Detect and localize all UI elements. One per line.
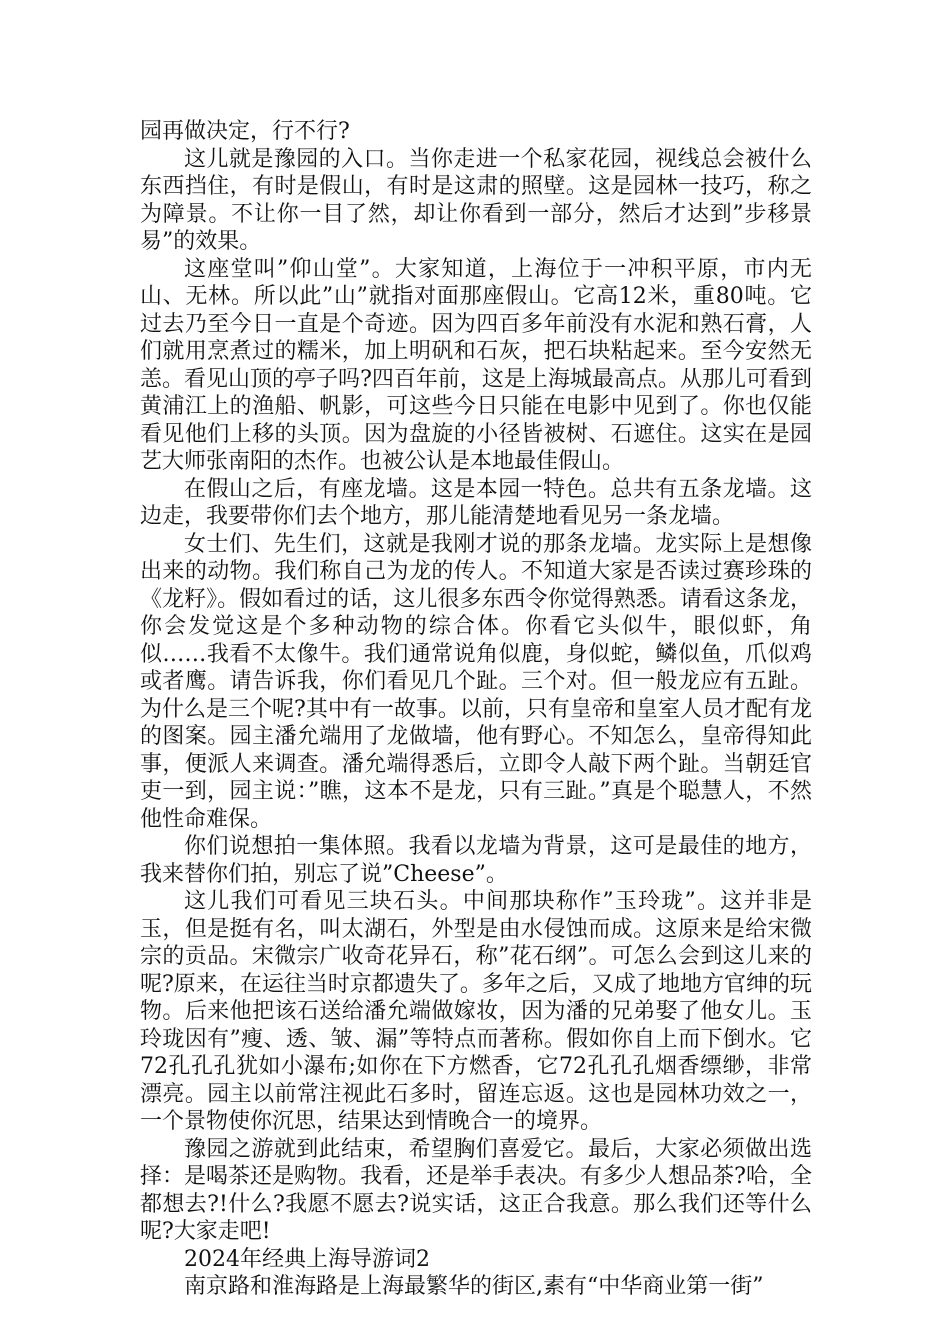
document-body <box>140 118 812 1301</box>
paragraph-jade-rock: 这儿我们可看见三块石头。中间那块称作”玉玲珑”。这并非是玉，但是挺有名，叫太湖石，外型是由水侵蚀而成。这原来是给宋微宗的贡品。宋微宗广收奇花异石，称”花石纲”。可怎么会到这儿来的呢?原来，在运往当时京都遗失了。多年之后，又成了地地方官绅的玩物。后来他把该石送给潘允端做嫁妆，因为潘的兄弟娶了他女儿。玉玲珑因有”瘦、透、皱、漏”等特点而著称。假如你自上而下倒水。它72孔孔孔犹如小瀑布;如你在下方燃香，它72孔孔孔烟香缥缈，非常漂亮。园主以前常注视此石多时，留连忘返。这也是园林功效之一，一个景物使你沉思，结果达到情晚合一的境界。 <box>140 889 812 1134</box>
paragraph-conclusion: 豫园之游就到此结束，希望胸们喜爱它。最后，大家必须做出选择：是喝茶还是购物。我看，还是举手表决。有多少人想品茶?哈，全都想去?!什么?我愿不愿去?说实话，这正合我意。那么我们还等什么呢?大家走吧! <box>140 1136 812 1244</box>
paragraph-entrance: 这儿就是豫园的入口。当你走进一个私家花园，视线总会被什么东西挡住，有时是假山，有时是这肃的照壁。这是园林一技巧，称之为障景。不让你一目了然，却让你看到一部分，然后才达到”步移景易”的效果。 <box>140 146 812 254</box>
paragraph-nanjing-road: 南京路和淮海路是上海最繁华的街区,素有“中华商业第一街” <box>184 1274 764 1299</box>
paragraph-continuation: 园再做决定，行不行? <box>140 119 350 144</box>
paragraph-group-photo: 你们说想拍一集体照。我看以龙墙为背景，这可是最佳的地方，我来替你们拍，别忘了说”Cheese”。 <box>140 834 812 887</box>
section-heading: 2024年经典上海导游词2 <box>184 1246 430 1272</box>
paragraph-dragon-wall-intro: 在假山之后，有座龙墙。这是本园一特色。总共有五条龙墙。这边走，我要带你们去个地方，那儿能清楚地看见另一条龙墙。 <box>140 476 812 529</box>
paragraph-dragon-wall: 女士们、先生们，这就是我刚才说的那条龙墙。龙实际上是想像出来的动物。我们称自己为龙的传人。不知道大家是否读过赛珍珠的《龙籽》。假如看过的话，这儿很多东西令你觉得熟悉。请看这条龙，你会发觉这是个多种动物的综合体。你看它头似牛，眼似虾，角似……我看不太像牛。我们通常说角似鹿，身似蛇，鳞似鱼，爪似鸡或者鹰。请告诉我，你们看见几个趾。三个对。但一般龙应有五趾。为什么是三个呢?其中有一故事。以前，只有皇帝和皇室人员才配有龙的图案。园主潘允端用了龙做墙，他有野心。不知怎么，皇帝得知此事，便派人来调查。潘允端得悉后，立即令人敲下两个趾。当朝廷官吏一到，园主说：”瞧，这本不是龙，只有三趾。”真是个聪慧人，不然他性命难保。 <box>140 531 812 832</box>
paragraph-yangshan-hall: 这座堂叫”仰山堂”。大家知道，上海位于一冲积平原，市内无山、无林。所以此”山”就指对面那座假山。它高12米，重80吨。它过去乃至今日一直是个奇迹。因为四百多年前没有水泥和熟石膏，人们就用烹煮过的糯米，加上明矾和石灰，把石块粘起来。至今安然无恙。看见山顶的亭子吗?四百年前，这是上海城最高点。从那儿可看到黄浦江上的渔船、帆影，可这些今日只能在电影中见到了。你也仅能看见他们上移的头顶。因为盘旋的小径皆被树、石遮住。这实在是园艺大师张南阳的杰作。也被公认是本地最佳假山。 <box>140 256 812 474</box>
